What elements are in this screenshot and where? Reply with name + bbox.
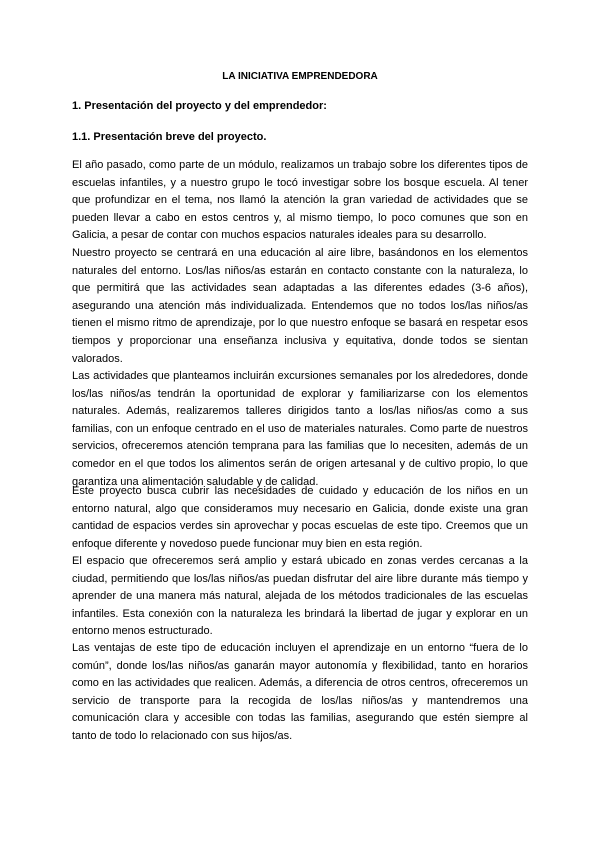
paragraph-project-focus: Nuestro proyecto se centrará en una educación al aire libre, basándonos en los elementos naturales del entorno. Los/las niños/as estarán en contacto constante con la naturaleza, lo que permitirá que las actividades sean adaptadas a las diferentes edades (3-6 años), asegurando una atención más individualizada. Entendemos que no todos los/las niños/as tienen el mismo ritmo de aprendizaje, por lo que nuestro enfoque se basará en respetar esos tiempos y proporcionar una enseñanza inclusiva y equitativa, donde todos se sientan valorados. bbox=[72, 247, 528, 365]
paragraph-activities: Las actividades que planteamos incluirán excursiones semanales por los alrededores, donde los/las niños/as tendrán la oportunidad de explorar y familiarizarse con los elementos naturales. Además, realizaremos talleres dirigidos tanto a los/las niños/as como a sus familias, con un enfoque centrado en el uso de materiales naturales. Como parte de nuestros servicios, ofreceremos atención temprana para las familias que lo necesiten, además de un comedor en el que todos los alimentos serán de origen artesanal y de cultivo propio, lo que garantiza una alimentación saludable y de calidad. bbox=[72, 370, 528, 488]
paragraph-background: El año pasado, como parte de un módulo, realizamos un trabajo sobre los diferentes tipos de escuelas infantiles, y a nuestro grupo le tocó investigar sobre los bosque escuela. Al tener que profundizar en el tema, nos llamó la atención la gran variedad de actividades que se pueden llevar a cabo en estos centros y, al mismo tiempo, lo poco comunes que son en Galicia, a pesar de contar con muchos espacios naturales ideales para su desarrollo. bbox=[72, 159, 528, 242]
paragraph-advantages: Las ventajas de este tipo de educación incluyen el aprendizaje en un entorno “fuera de lo común”, donde los/las niños/as ganarán mayor autonomía y flexibilidad, tanto en horarios como en las actividades que realicen. Además, a diferencia de otros centros, ofreceremos un servicio de transporte para la recogida de los/las niños/as y mantendremos una comunicación clara y accesible con todas las familias, asegurando que estén siempre al tanto de todo lo relacionado con sus hijos/as. bbox=[72, 642, 528, 742]
paragraph-space: El espacio que ofreceremos será amplio y estará ubicado en zonas verdes cercanas a la ciudad, permitiendo que los/las niños/as puedan disfrutar del aire libre durante más tiempo y aprender de una manera más natural, alejada de los métodos tradicionales de las escuelas infantiles. Esta conexión con la naturaleza les brindará la libertad de jugar y explorar en un entorno menos estructurado. bbox=[72, 555, 528, 638]
document-title: LA INICIATIVA EMPRENDEDORA bbox=[222, 71, 378, 82]
paragraph-needs: Este proyecto busca cubrir las necesidades de cuidado y educación de los niños en un entorno natural, algo que consideramos muy necesario en Galicia, donde existe una gran cantidad de espacios verdes sin aprovechar y pocas escuelas de este tipo. Creemos que un enfoque diferente y novedoso puede funcionar muy bien en esta región. bbox=[72, 485, 528, 550]
section-heading: 1. Presentación del proyecto y del emprendedor: bbox=[72, 100, 327, 112]
subsection-heading: 1.1. Presentación breve del proyecto. bbox=[72, 131, 267, 143]
